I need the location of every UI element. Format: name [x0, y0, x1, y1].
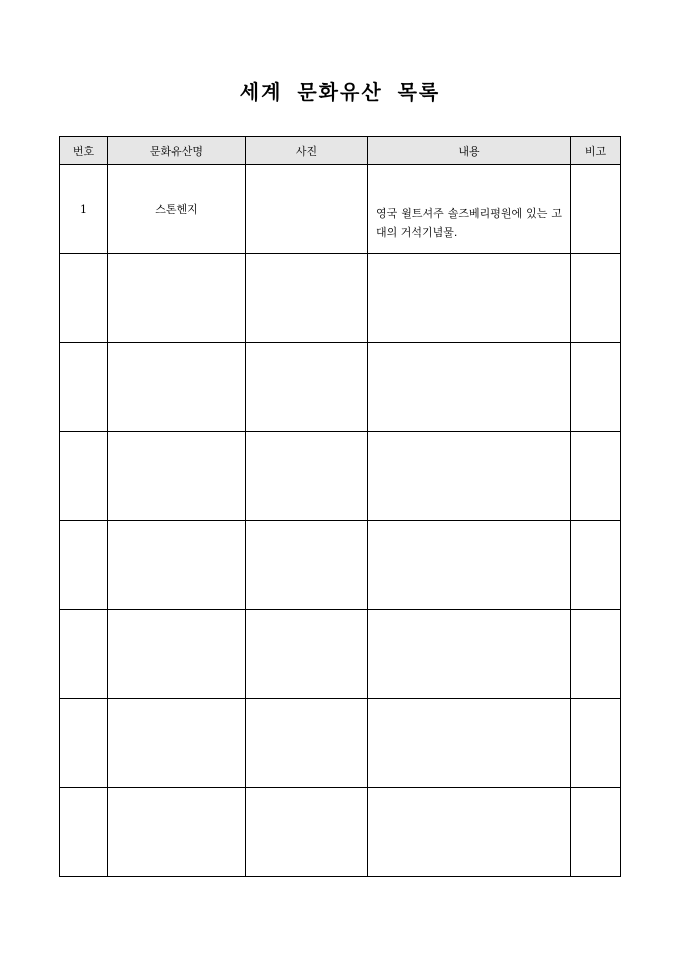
table-row [60, 610, 621, 699]
cell-photo[interactable] [246, 610, 368, 699]
header-row [60, 137, 621, 165]
table-row [60, 521, 621, 610]
cell-desc[interactable] [368, 432, 571, 521]
cell-desc[interactable] [368, 610, 571, 699]
heritage-table [59, 136, 621, 877]
cell-photo[interactable] [246, 521, 368, 610]
cell-photo[interactable] [246, 254, 368, 343]
desc-text [368, 374, 570, 401]
cell-desc[interactable] [368, 254, 571, 343]
cell-photo[interactable] [246, 165, 368, 254]
desc-text [368, 463, 570, 490]
cell-desc[interactable] [368, 165, 571, 254]
table-row [60, 788, 621, 877]
header-no: 번호 [60, 137, 108, 165]
cell-note[interactable] [571, 254, 621, 343]
cell-note[interactable] [571, 699, 621, 788]
cell-no[interactable] [60, 699, 108, 788]
table-row [60, 165, 621, 254]
cell-no[interactable] [60, 610, 108, 699]
cell-no[interactable] [60, 432, 108, 521]
cell-note[interactable] [571, 343, 621, 432]
cell-desc[interactable] [368, 788, 571, 877]
header-note: 비고 [571, 137, 621, 165]
cell-no[interactable] [60, 788, 108, 877]
cell-name[interactable] [108, 788, 246, 877]
cell-note[interactable] [571, 788, 621, 877]
cell-name[interactable] [108, 699, 246, 788]
cell-photo[interactable] [246, 343, 368, 432]
cell-desc[interactable] [368, 521, 571, 610]
cell-name[interactable]: 스톤헨지 [108, 165, 246, 254]
cell-note[interactable] [571, 610, 621, 699]
desc-text: 영국 윌트셔주 솔즈베리평원에 있는 고대의 거석기념물. [376, 206, 562, 239]
desc-text [368, 819, 570, 846]
cell-no[interactable] [60, 254, 108, 343]
cell-note[interactable] [571, 165, 621, 254]
cell-no[interactable] [60, 521, 108, 610]
cell-no[interactable] [60, 343, 108, 432]
cell-desc[interactable] [368, 699, 571, 788]
table-row [60, 699, 621, 788]
cell-desc[interactable] [368, 343, 571, 432]
desc-text [368, 641, 570, 668]
cell-photo[interactable] [246, 788, 368, 877]
header-name: 문화유산명 [108, 137, 246, 165]
desc-text [368, 552, 570, 579]
document-title: 세계 문화유산 목록 [239, 80, 441, 104]
cell-name[interactable] [108, 521, 246, 610]
cell-no[interactable]: 1 [60, 165, 108, 254]
cell-name[interactable] [108, 254, 246, 343]
desc-text [368, 730, 570, 757]
cell-name[interactable] [108, 343, 246, 432]
cell-note[interactable] [571, 432, 621, 521]
table-row [60, 254, 621, 343]
cell-name[interactable] [108, 610, 246, 699]
cell-photo[interactable] [246, 432, 368, 521]
desc-text [368, 285, 570, 312]
table-row [60, 343, 621, 432]
header-desc: 내용 [368, 137, 571, 165]
cell-photo[interactable] [246, 699, 368, 788]
cell-note[interactable] [571, 521, 621, 610]
header-photo: 사진 [246, 137, 368, 165]
table-row [60, 432, 621, 521]
cell-name[interactable] [108, 432, 246, 521]
